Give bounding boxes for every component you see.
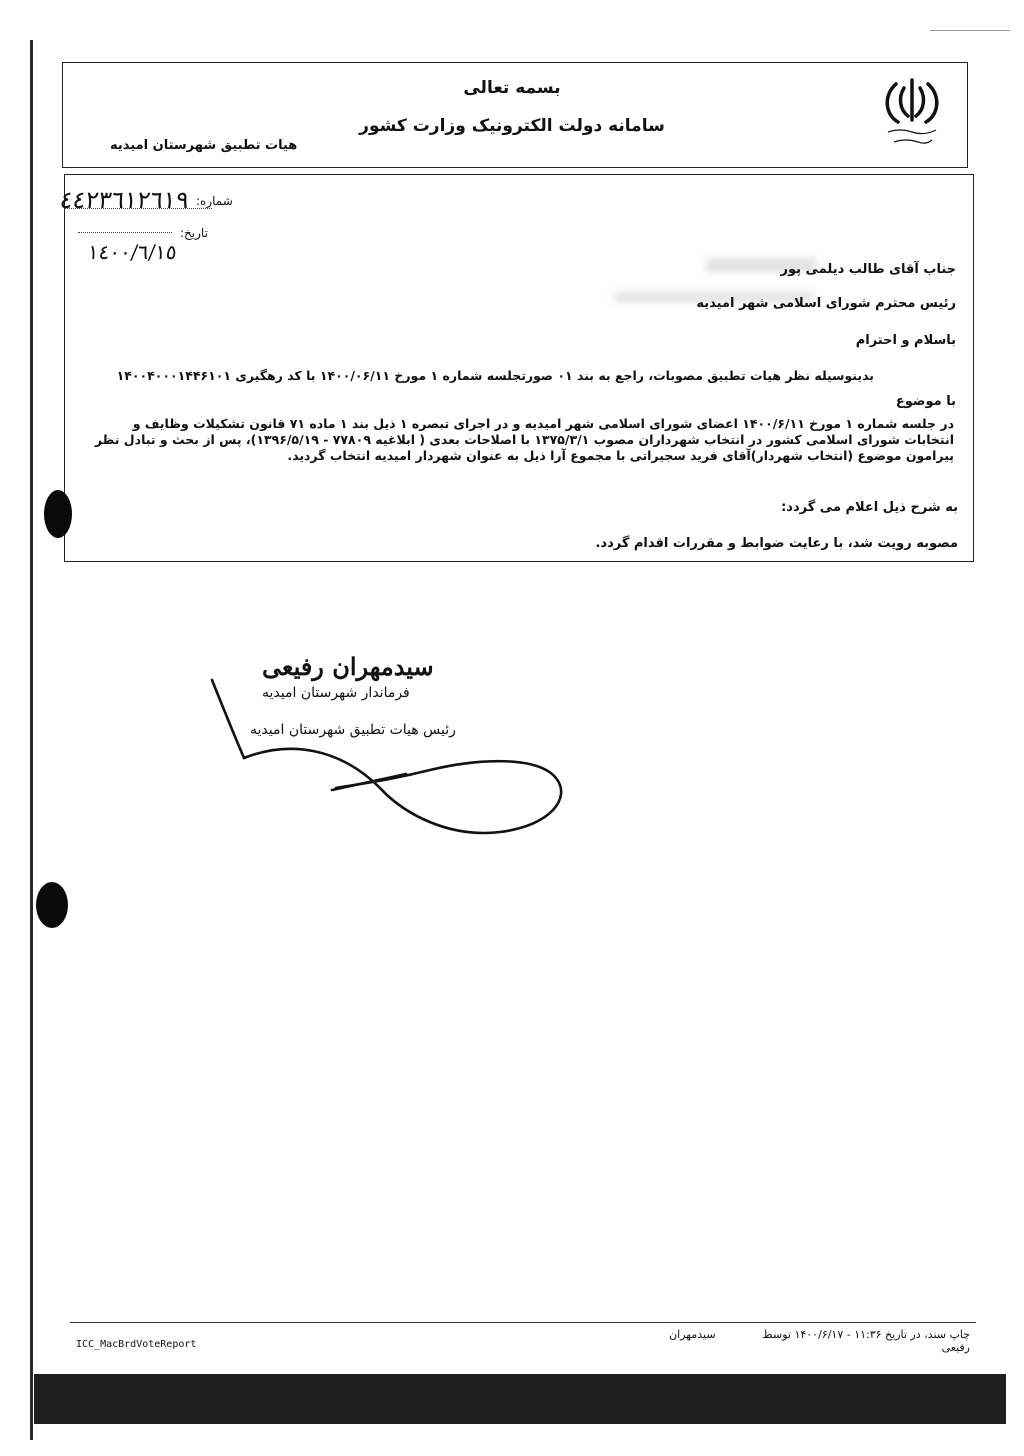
subject-label: با موضوع (895, 394, 956, 409)
iran-emblem-icon (876, 72, 948, 152)
letter-number: ٤٤٢٣٦١٢٦١٩ (58, 186, 191, 214)
board-name: هیات تطبیق شهرستان امیدیه (110, 138, 298, 153)
print-date-text: چاپ سند، در تاریخ ۱۱:۳۶ - ۱۴۰۰/۶/۱۷ توسط (762, 1328, 970, 1341)
recipient-title: رئیس محترم شورای اسلامی شهر امیدیه (696, 296, 956, 311)
punch-hole (36, 882, 68, 928)
scan-bottom-bar (34, 1374, 1006, 1424)
letter-date: ١٤٠٠/٦/١٥ (86, 240, 178, 264)
salutation: جناب آقای طالب دیلمی پور (780, 262, 956, 277)
announce-line: به شرح ذیل اعلام می گردد: (781, 500, 958, 515)
signer-name: سیدمهران رفیعی (262, 652, 434, 681)
footer-divider (70, 1322, 976, 1323)
bismillah: بسمه تعالی (463, 78, 561, 98)
print-info (640, 1328, 970, 1354)
punch-hole (44, 490, 72, 538)
signer-role: رئیس هیات تطبیق شهرستان امیدیه (250, 722, 456, 738)
greeting: باسلام و احترام (855, 333, 956, 348)
subject-paragraph: در جلسه شماره ۱ مورخ ۱۴۰۰/۶/۱۱ اعضای شورای اسلامی شهر امیدیه و در اجرای تبصره ۱ ذیل بند ۱ ماده ۷۱ قانون تشکیلات وظایف و انتخابات شورای اسلامی کشور در انتخاب شهرداران مصوب ۱۳۷۵/۳/۱ با اصلاحات بعدی ( ابلاغیه ۷۷۸۰۹ - ۱۳۹۶/۵/۱۹)، پس از بحث و تبادل نظر پیرامون موضوع (انتخاب شهردار)آقای فرید سجیراتی با مجموع آرا ذیل به عنوان شهردار امیدیه انتخاب گردید. (94, 416, 954, 463)
scan-left-edge (30, 40, 33, 1440)
approval-line: مصوبه رویت شد، با رعایت ضوابط و مقررات اقدام گردد. (595, 536, 958, 551)
date-dotted-line (78, 232, 172, 233)
scan-top-edge (930, 30, 1010, 31)
system-name: سامانه دولت الکترونیک وزارت کشور (359, 116, 665, 136)
handwritten-signature (200, 670, 580, 850)
signer-title: فرماندار شهرستان امیدیه (262, 685, 410, 701)
date-label: تاریخ: (180, 226, 208, 240)
report-id: ICC_MacBrdVoteReport (76, 1339, 197, 1350)
reference-line: بدینوسیله نظر هیات تطبیق مصوبات، راجع به بند ۰۱ صورتجلسه شماره ۱ مورخ ۱۴۰۰/۰۶/۱۱ با کد رهگیری ۱۴۰۰۴۰۰۰۱۴۴۶۱۰۱ (116, 368, 874, 383)
number-label: شماره: (196, 194, 233, 208)
printed-by: سیدمهران رفیعی (669, 1328, 970, 1354)
